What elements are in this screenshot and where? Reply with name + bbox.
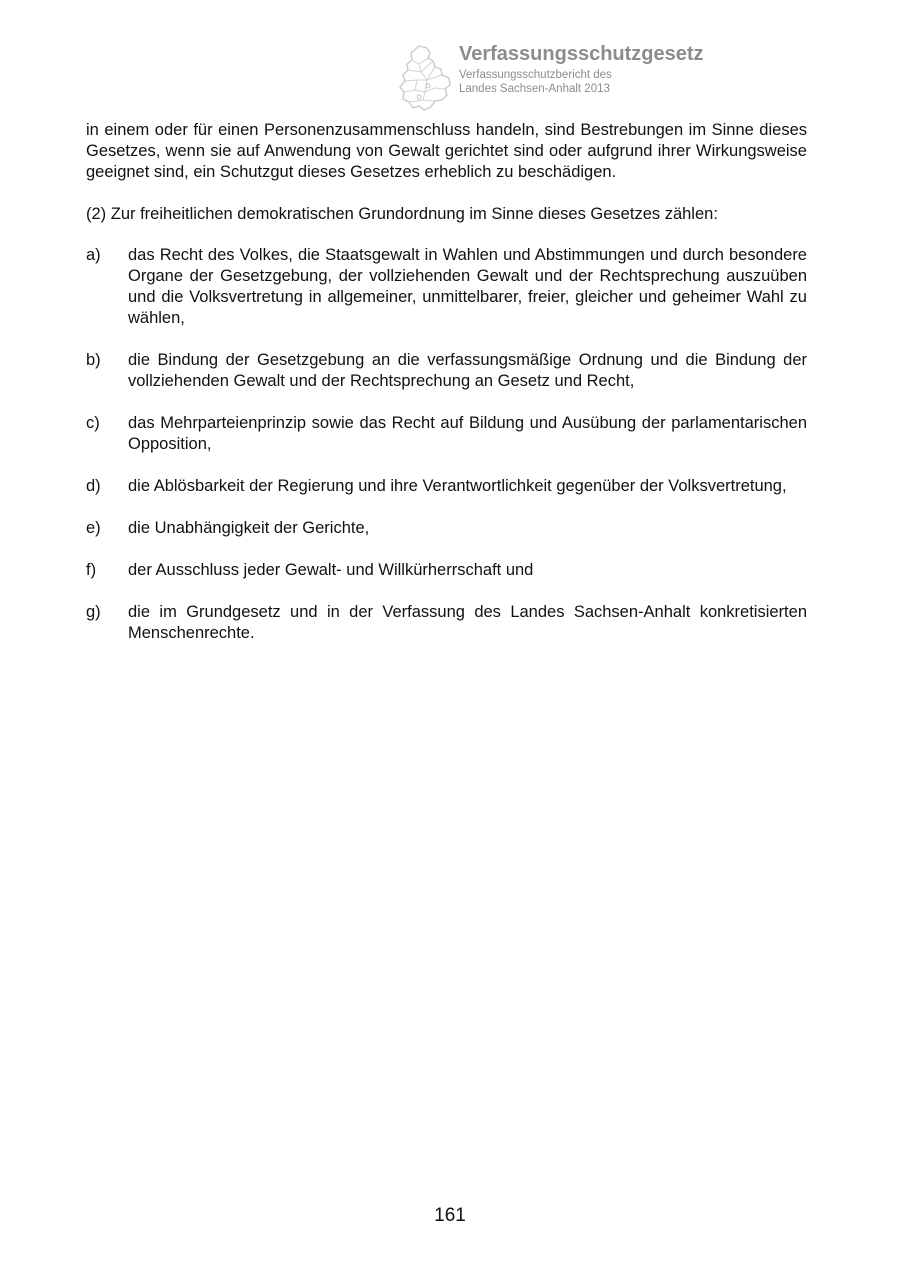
list-item: [86, 413, 807, 455]
list-item-text: die Unabhängigkeit der Gerichte,: [128, 519, 370, 537]
list-item-text: die im Grundgesetz und in der Verfassung des Landes Sachsen-Anhalt konkretisierten Menschenrechte.: [128, 603, 807, 642]
section-2-heading: (2) Zur freiheitlichen demokratischen Grundordnung im Sinne dieses Gesetzes zählen:: [86, 205, 718, 223]
list-item: [86, 602, 807, 644]
page-number: 161: [434, 1205, 466, 1226]
header-title: Verfassungsschutzgesetz: [459, 43, 704, 65]
list-item: [86, 518, 807, 539]
list-item-text: das Mehrparteienprinzip sowie das Recht auf Bildung und Ausübung der parlamentarischen Opposition,: [128, 414, 807, 453]
list-item-text: die Ablösbarkeit der Regierung und ihre Verantwortlichkeit gegenüber der Volksvertretung,: [128, 477, 787, 495]
list-item-label: e): [86, 519, 101, 537]
list-item-label: b): [86, 351, 101, 369]
header-subtitle-line2: Landes Sachsen-Anhalt 2013: [459, 83, 610, 95]
list-item: [86, 560, 807, 581]
header-subtitle-line1: Verfassungsschutzbericht des: [459, 69, 612, 81]
list-item-label: a): [86, 246, 101, 264]
list-item: [86, 245, 807, 329]
list-item-label: g): [86, 603, 101, 621]
list-item-label: d): [86, 477, 101, 495]
list-item-text: die Bindung der Gesetzgebung an die verfassungsmäßige Ordnung und die Bindung der vollziehenden Gewalt und der Rechtsprechung an Gesetz und Recht,: [128, 351, 807, 390]
intro-paragraph: in einem oder für einen Personenzusammenschluss handeln, sind Bestrebungen im Sinne dieses Gesetzes, wenn sie auf Anwendung von Gewalt gerichtet sind oder aufgrund ihrer Wirkungsweise geeignet sind, ein Schutzgut dieses Gesetzes erheblich zu beschädigen.: [86, 121, 807, 181]
list-item-label: c): [86, 414, 100, 432]
document-body: [86, 120, 807, 665]
list-item-text: der Ausschluss jeder Gewalt- und Willkürherrschaft und: [128, 561, 534, 579]
list-item-label: f): [86, 561, 97, 579]
list-item: [86, 350, 807, 392]
list-item-text: das Recht des Volkes, die Staatsgewalt in Wahlen und Abstimmungen und durch besondere Organe der Gesetzgebung, der vollziehenden Gewalt und der Rechtsprechung auszuüben und die Volksvertretung in allgemeiner, unmittelbarer, freier, gleicher und geheimer Wahl zu wählen,: [128, 246, 807, 327]
list-item: [86, 476, 807, 497]
page-header: [397, 42, 757, 114]
sachsen-anhalt-map-icon: [397, 44, 455, 114]
